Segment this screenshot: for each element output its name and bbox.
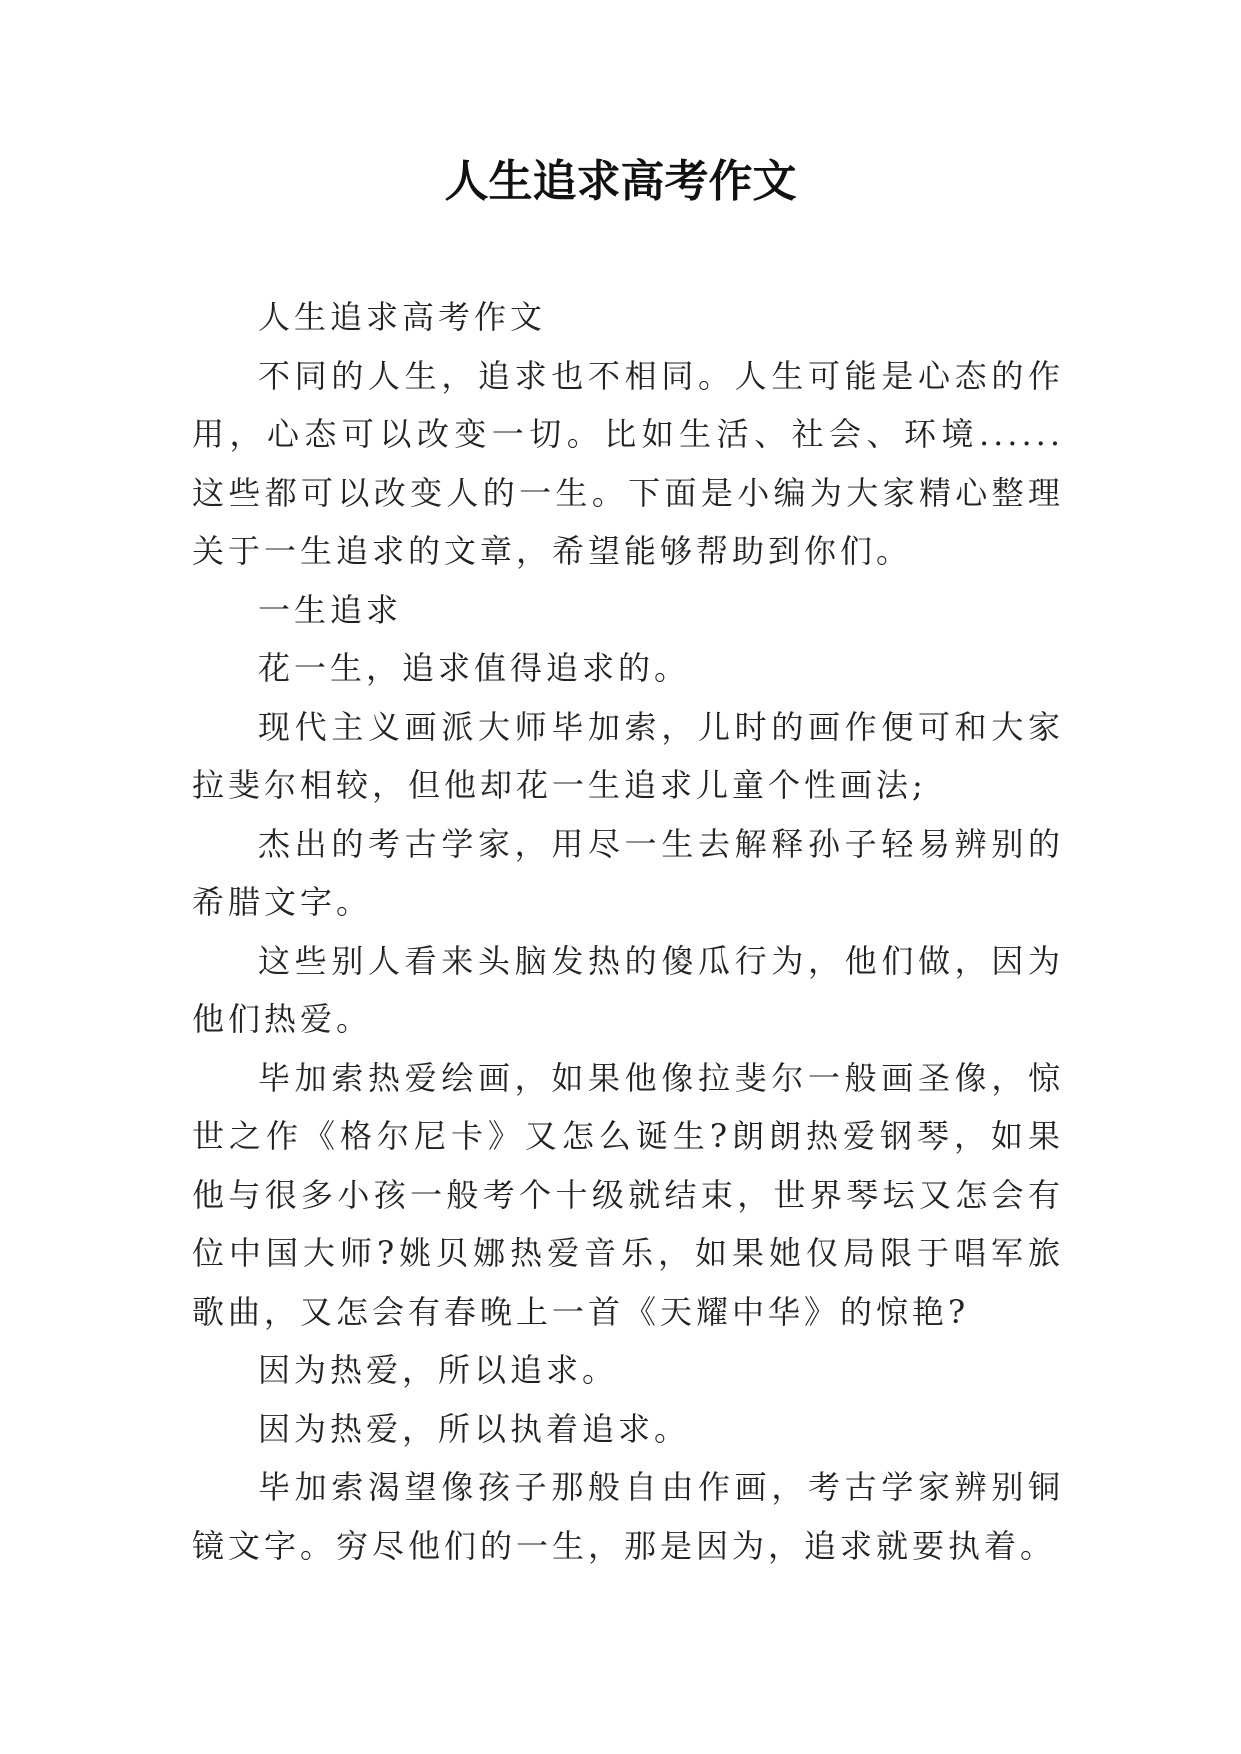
paragraph: 这些别人看来头脑发热的傻瓜行为，他们做，因为他们热爱。 [192,941,1064,1038]
paragraph: 因为热爱，所以追求。 [258,1351,619,1389]
paragraph: 花一生，追求值得追求的。 [258,649,691,687]
paragraph: 人生追求高考作文 [258,298,547,336]
paragraph: 毕加索渴望像孩子那般自由作画，考古学家辨别铜镜文字。穷尽他们的一生，那是因为，追求就要执着。 [192,1468,1064,1565]
paragraph: 现代主义画派大师毕加索，儿时的画作便可和大家拉斐尔相较，但他却花一生追求儿童个性画法; [192,707,1064,804]
paragraph: 因为热爱，所以执着追求。 [258,1409,691,1448]
paragraph: 一生追求 [258,590,403,629]
paragraph: 毕加索热爱绘画，如果他像拉斐尔一般画圣像，惊世之作《格尔尼卡》又怎么诞生?朗朗热爱钢琴，如果他与很多小孩一般考个十级就结束，世界琴坛又怎会有位中国大师?姚贝娜热爱音乐，如果她仅局限于唱军旅歌曲，又怎会有春晚上一首《天耀中华》的惊艳? [192,1058,1064,1331]
paragraph: 杰出的考古学家，用尽一生去解释孙子轻易辨别的希腊文字。 [192,824,1064,921]
document-body [192,288,1064,1575]
page-title: 人生追求高考作文 [444,156,797,207]
paragraph: 不同的人生，追求也不相同。人生可能是心态的作用，心态可以改变一切。比如生活、社会、环境......这些都可以改变人的一生。下面是小编为大家精心整理关于一生追求的文章，希望能够帮助到你们。 [192,356,1064,570]
